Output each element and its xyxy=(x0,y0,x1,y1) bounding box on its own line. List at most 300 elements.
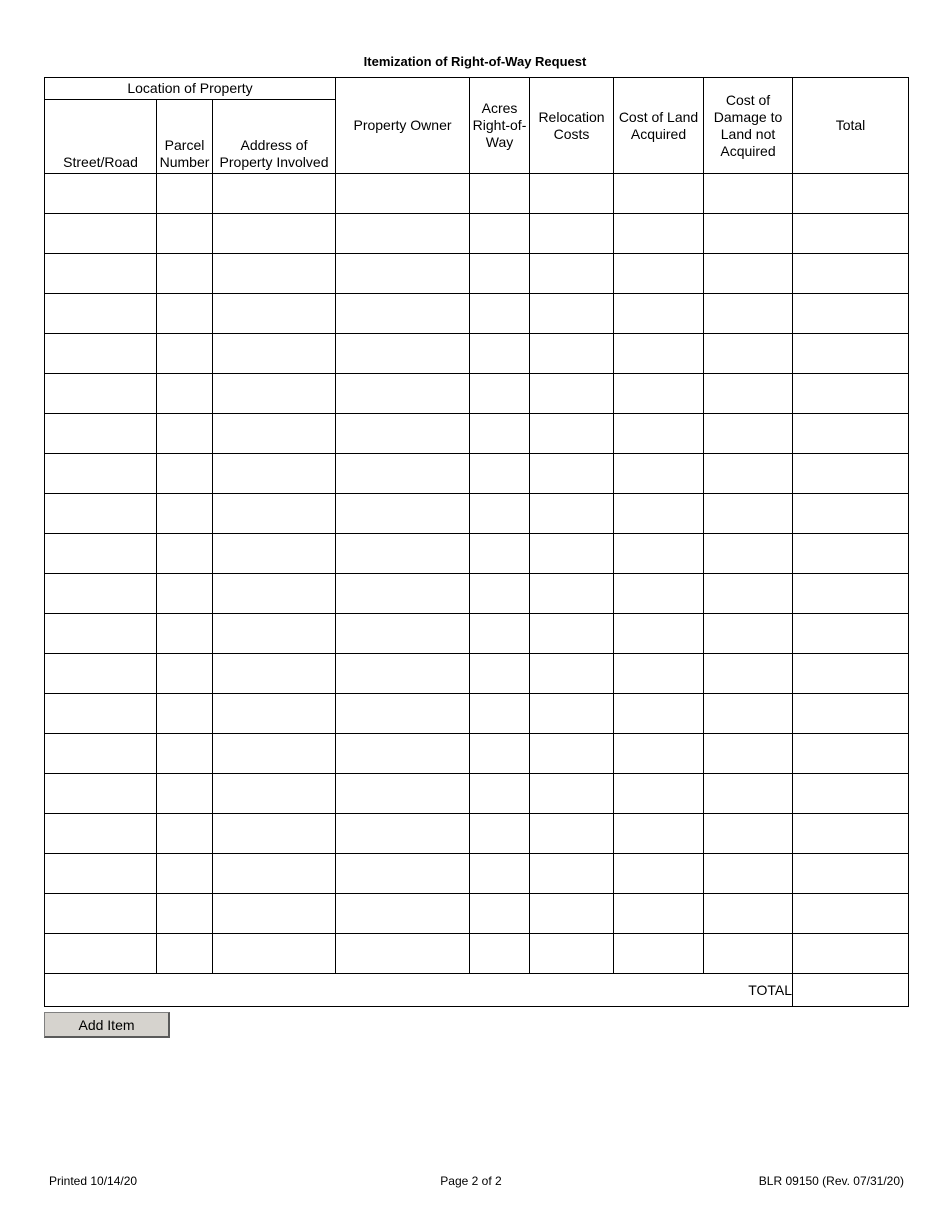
cell-relocation-costs[interactable] xyxy=(530,214,614,254)
cell-address[interactable] xyxy=(213,334,336,374)
cell-street-road[interactable] xyxy=(45,934,157,974)
relocation-costs-input[interactable] xyxy=(530,334,613,373)
cell-parcel-number[interactable] xyxy=(157,294,213,334)
cell-cost-of-land[interactable] xyxy=(614,654,704,694)
cell-acres[interactable] xyxy=(470,334,530,374)
cost-of-land-input[interactable] xyxy=(614,414,703,453)
cell-cost-of-damage[interactable] xyxy=(704,214,793,254)
cell-street-road[interactable] xyxy=(45,814,157,854)
cell-parcel-number[interactable] xyxy=(157,854,213,894)
relocation-costs-input[interactable] xyxy=(530,774,613,813)
cost-of-damage-input[interactable] xyxy=(704,334,792,373)
cell-street-road[interactable] xyxy=(45,454,157,494)
address-input[interactable] xyxy=(213,854,335,893)
relocation-costs-input[interactable] xyxy=(530,454,613,493)
parcel-number-input[interactable] xyxy=(157,414,212,453)
cell-cost-of-damage[interactable] xyxy=(704,854,793,894)
cost-of-land-input[interactable] xyxy=(614,494,703,533)
acres-input[interactable] xyxy=(470,254,529,293)
address-input[interactable] xyxy=(213,654,335,693)
total-input[interactable] xyxy=(793,294,908,333)
property-owner-input[interactable] xyxy=(336,254,469,293)
cost-of-land-input[interactable] xyxy=(614,294,703,333)
cell-street-road[interactable] xyxy=(45,294,157,334)
cell-cost-of-damage[interactable] xyxy=(704,374,793,414)
relocation-costs-input[interactable] xyxy=(530,854,613,893)
cell-parcel-number[interactable] xyxy=(157,174,213,214)
grand-total-cell[interactable] xyxy=(793,974,909,1007)
cost-of-land-input[interactable] xyxy=(614,734,703,773)
cell-cost-of-land[interactable] xyxy=(614,294,704,334)
relocation-costs-input[interactable] xyxy=(530,414,613,453)
parcel-number-input[interactable] xyxy=(157,894,212,933)
address-input[interactable] xyxy=(213,374,335,413)
cell-relocation-costs[interactable] xyxy=(530,294,614,334)
cost-of-land-input[interactable] xyxy=(614,174,703,213)
cell-cost-of-damage[interactable] xyxy=(704,414,793,454)
parcel-number-input[interactable] xyxy=(157,294,212,333)
cost-of-damage-input[interactable] xyxy=(704,694,792,733)
cost-of-land-input[interactable] xyxy=(614,334,703,373)
cell-relocation-costs[interactable] xyxy=(530,734,614,774)
cell-total[interactable] xyxy=(793,374,909,414)
grand-total-input[interactable] xyxy=(793,974,908,1006)
cell-cost-of-land[interactable] xyxy=(614,374,704,414)
cost-of-land-input[interactable] xyxy=(614,534,703,573)
cell-cost-of-damage[interactable] xyxy=(704,934,793,974)
cell-street-road[interactable] xyxy=(45,374,157,414)
cell-total[interactable] xyxy=(793,174,909,214)
parcel-number-input[interactable] xyxy=(157,934,212,973)
street-road-input[interactable] xyxy=(45,894,156,933)
cell-cost-of-land[interactable] xyxy=(614,894,704,934)
property-owner-input[interactable] xyxy=(336,174,469,213)
street-road-input[interactable] xyxy=(45,614,156,653)
relocation-costs-input[interactable] xyxy=(530,294,613,333)
cell-parcel-number[interactable] xyxy=(157,414,213,454)
cost-of-land-input[interactable] xyxy=(614,254,703,293)
total-input[interactable] xyxy=(793,854,908,893)
cell-total[interactable] xyxy=(793,574,909,614)
total-input[interactable] xyxy=(793,214,908,253)
cell-property-owner[interactable] xyxy=(336,494,470,534)
cell-total[interactable] xyxy=(793,254,909,294)
cost-of-damage-input[interactable] xyxy=(704,534,792,573)
total-input[interactable] xyxy=(793,814,908,853)
cell-acres[interactable] xyxy=(470,774,530,814)
cell-acres[interactable] xyxy=(470,854,530,894)
cell-total[interactable] xyxy=(793,414,909,454)
cell-acres[interactable] xyxy=(470,454,530,494)
cell-property-owner[interactable] xyxy=(336,854,470,894)
cell-cost-of-land[interactable] xyxy=(614,614,704,654)
cell-street-road[interactable] xyxy=(45,774,157,814)
acres-input[interactable] xyxy=(470,534,529,573)
cell-address[interactable] xyxy=(213,254,336,294)
cost-of-land-input[interactable] xyxy=(614,454,703,493)
cell-acres[interactable] xyxy=(470,494,530,534)
cell-street-road[interactable] xyxy=(45,614,157,654)
street-road-input[interactable] xyxy=(45,574,156,613)
cell-cost-of-land[interactable] xyxy=(614,534,704,574)
cell-property-owner[interactable] xyxy=(336,894,470,934)
cell-acres[interactable] xyxy=(470,174,530,214)
cell-property-owner[interactable] xyxy=(336,934,470,974)
cost-of-damage-input[interactable] xyxy=(704,254,792,293)
address-input[interactable] xyxy=(213,334,335,373)
parcel-number-input[interactable] xyxy=(157,334,212,373)
cell-cost-of-damage[interactable] xyxy=(704,654,793,694)
cell-acres[interactable] xyxy=(470,214,530,254)
cell-acres[interactable] xyxy=(470,694,530,734)
address-input[interactable] xyxy=(213,814,335,853)
cell-parcel-number[interactable] xyxy=(157,694,213,734)
cell-cost-of-land[interactable] xyxy=(614,574,704,614)
cell-street-road[interactable] xyxy=(45,694,157,734)
cell-relocation-costs[interactable] xyxy=(530,254,614,294)
cell-address[interactable] xyxy=(213,934,336,974)
cost-of-damage-input[interactable] xyxy=(704,894,792,933)
address-input[interactable] xyxy=(213,534,335,573)
cell-cost-of-damage[interactable] xyxy=(704,574,793,614)
cost-of-damage-input[interactable] xyxy=(704,174,792,213)
property-owner-input[interactable] xyxy=(336,774,469,813)
acres-input[interactable] xyxy=(470,174,529,213)
parcel-number-input[interactable] xyxy=(157,454,212,493)
address-input[interactable] xyxy=(213,494,335,533)
cell-acres[interactable] xyxy=(470,574,530,614)
property-owner-input[interactable] xyxy=(336,734,469,773)
relocation-costs-input[interactable] xyxy=(530,574,613,613)
cell-street-road[interactable] xyxy=(45,734,157,774)
cell-cost-of-land[interactable] xyxy=(614,174,704,214)
cost-of-land-input[interactable] xyxy=(614,814,703,853)
cell-parcel-number[interactable] xyxy=(157,934,213,974)
cell-cost-of-land[interactable] xyxy=(614,254,704,294)
parcel-number-input[interactable] xyxy=(157,494,212,533)
parcel-number-input[interactable] xyxy=(157,214,212,253)
property-owner-input[interactable] xyxy=(336,654,469,693)
cell-cost-of-damage[interactable] xyxy=(704,734,793,774)
cell-cost-of-damage[interactable] xyxy=(704,614,793,654)
address-input[interactable] xyxy=(213,694,335,733)
cell-street-road[interactable] xyxy=(45,334,157,374)
total-input[interactable] xyxy=(793,174,908,213)
cell-total[interactable] xyxy=(793,694,909,734)
cell-cost-of-damage[interactable] xyxy=(704,894,793,934)
address-input[interactable] xyxy=(213,894,335,933)
cell-total[interactable] xyxy=(793,534,909,574)
cell-street-road[interactable] xyxy=(45,574,157,614)
cell-relocation-costs[interactable] xyxy=(530,454,614,494)
total-input[interactable] xyxy=(793,534,908,573)
cell-address[interactable] xyxy=(213,174,336,214)
address-input[interactable] xyxy=(213,214,335,253)
cost-of-damage-input[interactable] xyxy=(704,734,792,773)
street-road-input[interactable] xyxy=(45,374,156,413)
acres-input[interactable] xyxy=(470,694,529,733)
parcel-number-input[interactable] xyxy=(157,734,212,773)
cost-of-land-input[interactable] xyxy=(614,854,703,893)
cost-of-damage-input[interactable] xyxy=(704,414,792,453)
relocation-costs-input[interactable] xyxy=(530,254,613,293)
cell-parcel-number[interactable] xyxy=(157,334,213,374)
street-road-input[interactable] xyxy=(45,174,156,213)
cost-of-damage-input[interactable] xyxy=(704,654,792,693)
cost-of-damage-input[interactable] xyxy=(704,294,792,333)
cell-parcel-number[interactable] xyxy=(157,774,213,814)
parcel-number-input[interactable] xyxy=(157,814,212,853)
cell-acres[interactable] xyxy=(470,374,530,414)
cell-parcel-number[interactable] xyxy=(157,374,213,414)
add-item-button[interactable]: Add Item xyxy=(44,1012,170,1038)
cell-property-owner[interactable] xyxy=(336,534,470,574)
cell-cost-of-land[interactable] xyxy=(614,854,704,894)
cell-street-road[interactable] xyxy=(45,494,157,534)
property-owner-input[interactable] xyxy=(336,854,469,893)
parcel-number-input[interactable] xyxy=(157,854,212,893)
address-input[interactable] xyxy=(213,414,335,453)
cell-cost-of-damage[interactable] xyxy=(704,294,793,334)
cell-address[interactable] xyxy=(213,734,336,774)
cost-of-damage-input[interactable] xyxy=(704,814,792,853)
acres-input[interactable] xyxy=(470,934,529,973)
cell-address[interactable] xyxy=(213,574,336,614)
property-owner-input[interactable] xyxy=(336,934,469,973)
cell-property-owner[interactable] xyxy=(336,574,470,614)
cost-of-land-input[interactable] xyxy=(614,894,703,933)
cell-total[interactable] xyxy=(793,734,909,774)
relocation-costs-input[interactable] xyxy=(530,934,613,973)
acres-input[interactable] xyxy=(470,614,529,653)
cell-relocation-costs[interactable] xyxy=(530,774,614,814)
cell-parcel-number[interactable] xyxy=(157,654,213,694)
parcel-number-input[interactable] xyxy=(157,774,212,813)
cell-relocation-costs[interactable] xyxy=(530,694,614,734)
total-input[interactable] xyxy=(793,254,908,293)
cell-cost-of-land[interactable] xyxy=(614,694,704,734)
cell-parcel-number[interactable] xyxy=(157,494,213,534)
cost-of-damage-input[interactable] xyxy=(704,454,792,493)
property-owner-input[interactable] xyxy=(336,614,469,653)
total-input[interactable] xyxy=(793,454,908,493)
cell-acres[interactable] xyxy=(470,814,530,854)
cell-property-owner[interactable] xyxy=(336,774,470,814)
acres-input[interactable] xyxy=(470,374,529,413)
cell-cost-of-land[interactable] xyxy=(614,934,704,974)
cell-total[interactable] xyxy=(793,894,909,934)
cell-total[interactable] xyxy=(793,614,909,654)
cell-cost-of-land[interactable] xyxy=(614,214,704,254)
cell-address[interactable] xyxy=(213,494,336,534)
cell-street-road[interactable] xyxy=(45,214,157,254)
address-input[interactable] xyxy=(213,454,335,493)
acres-input[interactable] xyxy=(470,814,529,853)
cell-acres[interactable] xyxy=(470,614,530,654)
cell-cost-of-land[interactable] xyxy=(614,774,704,814)
cell-address[interactable] xyxy=(213,534,336,574)
total-input[interactable] xyxy=(793,334,908,373)
property-owner-input[interactable] xyxy=(336,414,469,453)
cell-cost-of-damage[interactable] xyxy=(704,254,793,294)
street-road-input[interactable] xyxy=(45,734,156,773)
cell-property-owner[interactable] xyxy=(336,334,470,374)
cell-relocation-costs[interactable] xyxy=(530,334,614,374)
cell-cost-of-damage[interactable] xyxy=(704,174,793,214)
street-road-input[interactable] xyxy=(45,334,156,373)
cell-cost-of-land[interactable] xyxy=(614,494,704,534)
cell-relocation-costs[interactable] xyxy=(530,574,614,614)
cell-acres[interactable] xyxy=(470,294,530,334)
cell-acres[interactable] xyxy=(470,934,530,974)
cell-address[interactable] xyxy=(213,294,336,334)
address-input[interactable] xyxy=(213,174,335,213)
cell-property-owner[interactable] xyxy=(336,294,470,334)
cost-of-damage-input[interactable] xyxy=(704,494,792,533)
acres-input[interactable] xyxy=(470,414,529,453)
property-owner-input[interactable] xyxy=(336,214,469,253)
cell-street-road[interactable] xyxy=(45,854,157,894)
cell-property-owner[interactable] xyxy=(336,174,470,214)
cell-total[interactable] xyxy=(793,814,909,854)
cell-property-owner[interactable] xyxy=(336,374,470,414)
cell-acres[interactable] xyxy=(470,534,530,574)
cell-cost-of-land[interactable] xyxy=(614,334,704,374)
cell-parcel-number[interactable] xyxy=(157,894,213,934)
cell-address[interactable] xyxy=(213,614,336,654)
cell-street-road[interactable] xyxy=(45,414,157,454)
cell-cost-of-land[interactable] xyxy=(614,814,704,854)
total-input[interactable] xyxy=(793,574,908,613)
cell-street-road[interactable] xyxy=(45,654,157,694)
acres-input[interactable] xyxy=(470,454,529,493)
cell-parcel-number[interactable] xyxy=(157,814,213,854)
cost-of-land-input[interactable] xyxy=(614,574,703,613)
property-owner-input[interactable] xyxy=(336,494,469,533)
acres-input[interactable] xyxy=(470,734,529,773)
address-input[interactable] xyxy=(213,574,335,613)
acres-input[interactable] xyxy=(470,894,529,933)
cost-of-land-input[interactable] xyxy=(614,614,703,653)
cell-relocation-costs[interactable] xyxy=(530,174,614,214)
cost-of-land-input[interactable] xyxy=(614,214,703,253)
cell-street-road[interactable] xyxy=(45,894,157,934)
cost-of-land-input[interactable] xyxy=(614,374,703,413)
property-owner-input[interactable] xyxy=(336,334,469,373)
cell-street-road[interactable] xyxy=(45,254,157,294)
relocation-costs-input[interactable] xyxy=(530,534,613,573)
street-road-input[interactable] xyxy=(45,814,156,853)
cell-address[interactable] xyxy=(213,814,336,854)
cell-property-owner[interactable] xyxy=(336,654,470,694)
relocation-costs-input[interactable] xyxy=(530,174,613,213)
relocation-costs-input[interactable] xyxy=(530,894,613,933)
street-road-input[interactable] xyxy=(45,694,156,733)
cell-relocation-costs[interactable] xyxy=(530,894,614,934)
cell-parcel-number[interactable] xyxy=(157,214,213,254)
total-input[interactable] xyxy=(793,494,908,533)
cell-relocation-costs[interactable] xyxy=(530,614,614,654)
property-owner-input[interactable] xyxy=(336,814,469,853)
total-input[interactable] xyxy=(793,414,908,453)
cell-relocation-costs[interactable] xyxy=(530,534,614,574)
street-road-input[interactable] xyxy=(45,214,156,253)
cell-acres[interactable] xyxy=(470,734,530,774)
acres-input[interactable] xyxy=(470,294,529,333)
cost-of-damage-input[interactable] xyxy=(704,574,792,613)
cell-cost-of-damage[interactable] xyxy=(704,774,793,814)
total-input[interactable] xyxy=(793,614,908,653)
acres-input[interactable] xyxy=(470,854,529,893)
parcel-number-input[interactable] xyxy=(157,174,212,213)
cell-address[interactable] xyxy=(213,454,336,494)
cell-street-road[interactable] xyxy=(45,174,157,214)
property-owner-input[interactable] xyxy=(336,374,469,413)
total-input[interactable] xyxy=(793,894,908,933)
total-input[interactable] xyxy=(793,734,908,773)
relocation-costs-input[interactable] xyxy=(530,694,613,733)
street-road-input[interactable] xyxy=(45,534,156,573)
relocation-costs-input[interactable] xyxy=(530,734,613,773)
cost-of-damage-input[interactable] xyxy=(704,614,792,653)
cell-cost-of-damage[interactable] xyxy=(704,694,793,734)
total-input[interactable] xyxy=(793,374,908,413)
cell-relocation-costs[interactable] xyxy=(530,414,614,454)
acres-input[interactable] xyxy=(470,214,529,253)
cell-total[interactable] xyxy=(793,654,909,694)
acres-input[interactable] xyxy=(470,574,529,613)
cell-total[interactable] xyxy=(793,214,909,254)
cell-address[interactable] xyxy=(213,894,336,934)
parcel-number-input[interactable] xyxy=(157,254,212,293)
cost-of-land-input[interactable] xyxy=(614,934,703,973)
property-owner-input[interactable] xyxy=(336,454,469,493)
cost-of-land-input[interactable] xyxy=(614,654,703,693)
acres-input[interactable] xyxy=(470,334,529,373)
cell-total[interactable] xyxy=(793,854,909,894)
address-input[interactable] xyxy=(213,734,335,773)
street-road-input[interactable] xyxy=(45,774,156,813)
parcel-number-input[interactable] xyxy=(157,574,212,613)
cell-cost-of-land[interactable] xyxy=(614,414,704,454)
cell-parcel-number[interactable] xyxy=(157,614,213,654)
cell-parcel-number[interactable] xyxy=(157,254,213,294)
address-input[interactable] xyxy=(213,254,335,293)
address-input[interactable] xyxy=(213,774,335,813)
relocation-costs-input[interactable] xyxy=(530,654,613,693)
cost-of-damage-input[interactable] xyxy=(704,854,792,893)
acres-input[interactable] xyxy=(470,494,529,533)
cell-property-owner[interactable] xyxy=(336,814,470,854)
cell-property-owner[interactable] xyxy=(336,254,470,294)
property-owner-input[interactable] xyxy=(336,574,469,613)
street-road-input[interactable] xyxy=(45,494,156,533)
cell-property-owner[interactable] xyxy=(336,214,470,254)
cell-relocation-costs[interactable] xyxy=(530,654,614,694)
total-input[interactable] xyxy=(793,774,908,813)
cell-relocation-costs[interactable] xyxy=(530,854,614,894)
relocation-costs-input[interactable] xyxy=(530,614,613,653)
cost-of-land-input[interactable] xyxy=(614,774,703,813)
total-input[interactable] xyxy=(793,654,908,693)
cell-cost-of-damage[interactable] xyxy=(704,534,793,574)
relocation-costs-input[interactable] xyxy=(530,494,613,533)
parcel-number-input[interactable] xyxy=(157,534,212,573)
cost-of-damage-input[interactable] xyxy=(704,774,792,813)
cell-parcel-number[interactable] xyxy=(157,574,213,614)
total-input[interactable] xyxy=(793,694,908,733)
cell-street-road[interactable] xyxy=(45,534,157,574)
